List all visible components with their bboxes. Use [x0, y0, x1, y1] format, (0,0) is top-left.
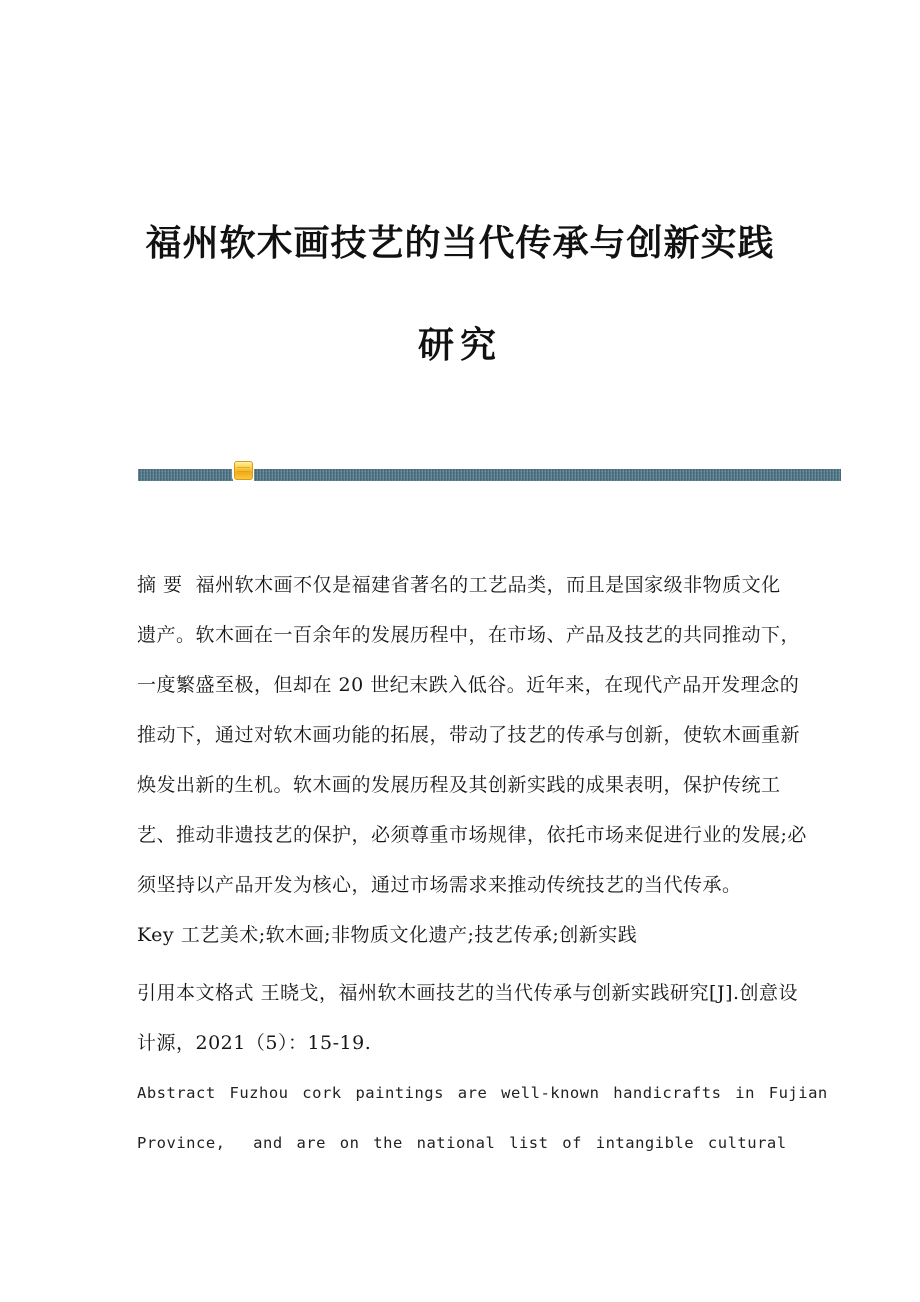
text-line: Abstract Fuzhou cork paintings are well-known handicrafts in Fujian	[137, 1084, 828, 1102]
gold-seal-icon	[234, 461, 253, 480]
text-line: 引用本文格式 王晓戈，福州软木画技艺的当代传承与创新实践研究[J].创意设	[137, 982, 799, 1004]
divider-bar-right-segment	[254, 469, 841, 481]
english-abstract-section	[137, 1068, 828, 1168]
text-line: 一度繁盛至极，但却在 20 世纪末跌入低谷。近年来，在现代产品开发理念的	[137, 674, 800, 696]
text-line: 摘 要 福州软木画不仅是福建省著名的工艺品类，而且是国家级非物质文化	[137, 574, 781, 596]
page-title-line-1: 福州软木画技艺的当代传承与创新实践	[145, 222, 775, 264]
text-line: 计源，2021（5）：15-19.	[137, 1032, 372, 1054]
text-line: Key 工艺美术;软木画;非物质文化遗产;技艺传承;创新实践	[137, 924, 638, 946]
text-line: 焕发出新的生机。软木画的发展历程及其创新实践的成果表明，保护传统工	[137, 774, 781, 796]
divider-bar-left-segment	[138, 469, 233, 481]
keywords-section	[137, 910, 777, 960]
text-line: 遗产。软木画在一百余年的发展历程中，在市场、产品及技艺的共同推动下，	[137, 624, 801, 646]
text-line: Province, and are on the national list of intangible cultural	[137, 1134, 787, 1152]
citation-section	[137, 968, 799, 1068]
document-body	[137, 560, 828, 1168]
text-line: 艺、推动非遗技艺的保护，必须尊重市场规律，依托市场来促进行业的发展;必	[137, 824, 807, 846]
page-title-line-2: 研究	[417, 324, 502, 366]
text-line: 须坚持以产品开发为核心，通过市场需求来推动传统技艺的当代传承。	[137, 874, 742, 896]
abstract-section	[137, 560, 807, 910]
divider-bar	[138, 469, 841, 481]
text-line: 推动下，通过对软木画功能的拓展，带动了技艺的传承与创新，使软木画重新	[137, 724, 801, 746]
